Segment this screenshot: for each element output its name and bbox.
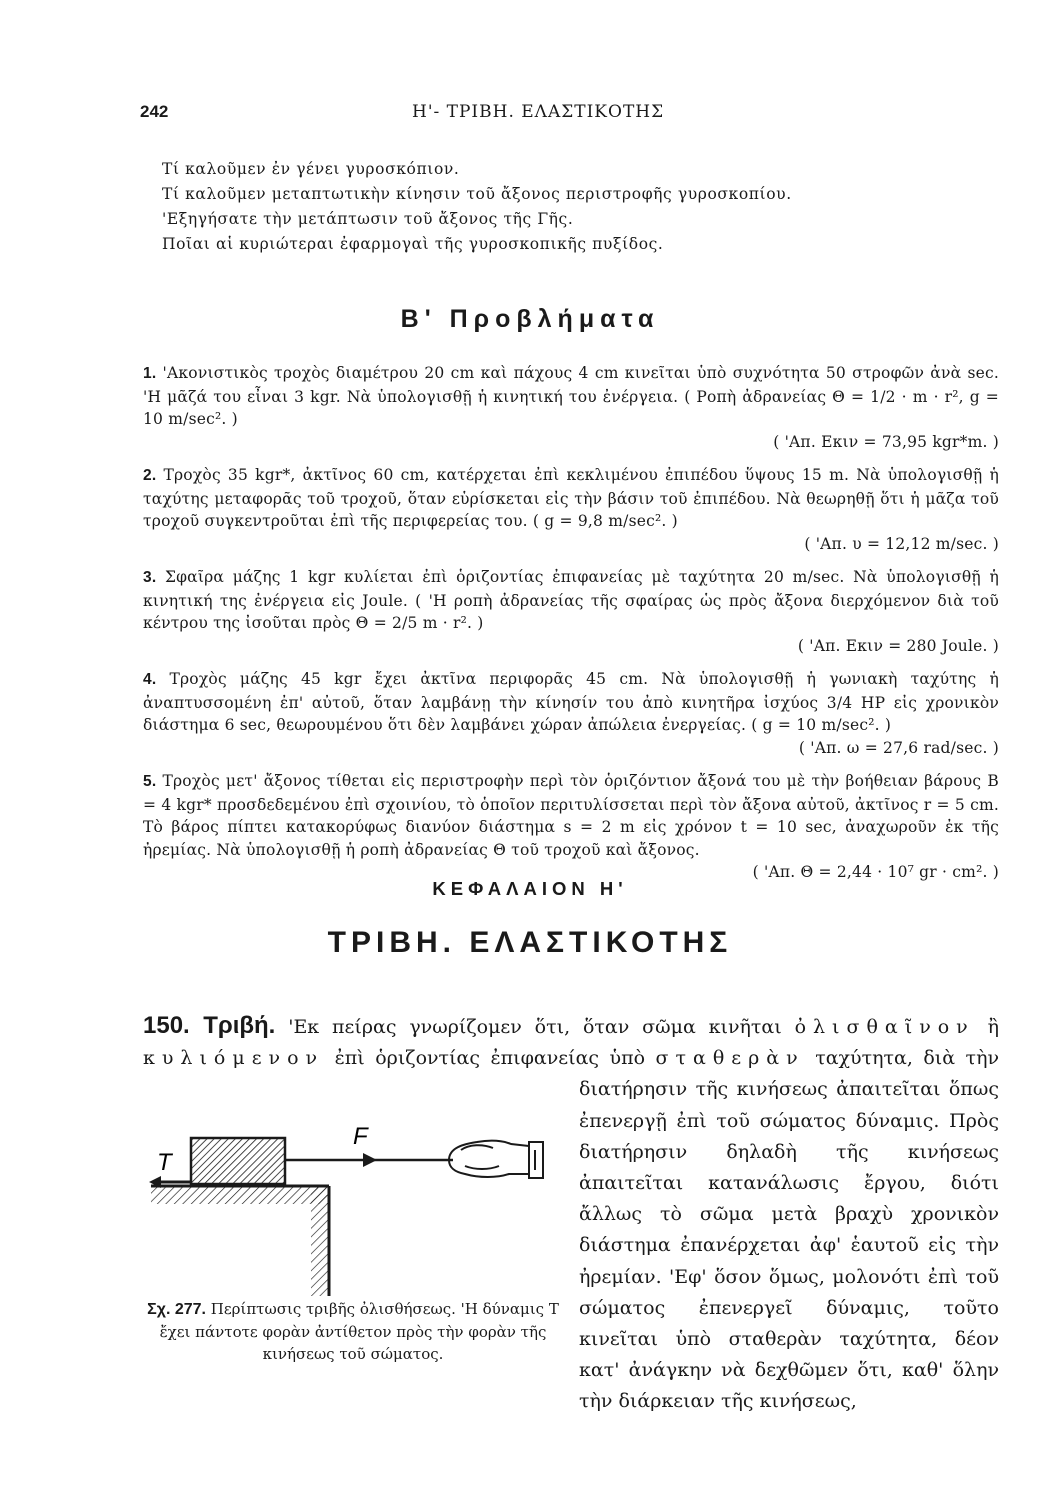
section-text: ἢ <box>987 1016 999 1038</box>
question-line: 'Εξηγήσατε τὴν μετάπτωσιν τοῦ ἄξονος τῆς Γῆς. <box>162 210 574 228</box>
friction-diagram <box>143 1082 563 1302</box>
problem-answer: ( 'Απ. υ = 12,12 m/sec. ) <box>804 534 999 553</box>
problem-text: Σφαῖρα μάζης 1 kgr κυλίεται ἐπὶ ὁριζοντίας ἐπιφανείας μὲ ταχύτητα 20 m/sec. Νὰ ὑπολογισθῇ ἡ κινητική της ἐνέργεια εἰς Joule. ( 'Η ροπὴ ἀδρανείας τῆς σφαίρας ὡς πρὸς ἄξονα διερχόμενον διὰ τοῦ κέντρου της ἰσοῦται πρὸς Θ = 2/5 m · r². ) <box>143 568 999 632</box>
problem-number: 5. <box>143 773 157 790</box>
problem-item <box>143 566 999 657</box>
problem-number: 1. <box>143 365 157 382</box>
caption-number: Σχ. 277. <box>147 1301 206 1319</box>
emphasis-text: ὀλισθαῖνον <box>794 1016 975 1038</box>
page-number: 242 <box>140 102 169 121</box>
problem-text: Τροχὸς μάζης 45 kgr ἔχει ἀκτῖνα περιφορᾶς 45 cm. Νὰ ὑπολογισθῇ ἡ γωνιακὴ ταχύτης ἡ ἀναπτυσσομένη ἐπ' αὐτοῦ, ὅταν λαμβάνῃ τὴν κίνησίν του ἀπὸ κινητῆρα ἰσχύος 3/4 HP εἰς χρονικὸν διάστημα 6 sec, θεωρουμένου ὅτι δὲν λαμβάνει χώραν ἀπώλεια ἐνεργείας. ( g = 10 m/sec². ) <box>143 670 999 734</box>
problem-text: Τροχὸς μετ' ἄξονος τίθεται εἰς περιστροφὴν περὶ τὸν ὁριζόντιον ἄξονά του μὲ τὴν βοήθειαν βάρους Β = 4 kgr* προσδεδεμένου ἐπὶ σχοινίου, τὸ ὁποῖον περιτυλίσσεται περὶ τὸν ἄξονα αὐτοῦ, ἀκτῖνος r = 5 cm. Τὸ βάρος πίπτει κατακορύφως διανύον διάστημα s = 2 m εἰς χρόνον t = 10 sec, ἀναχωροῦν ἐκ τῆς ἠρεμίας. Νὰ ὑπολογισθῇ ἡ ροπὴ ἀδρανείας Θ τοῦ τροχοῦ καὶ ἄξονος. <box>143 772 999 859</box>
problem-item <box>143 770 999 884</box>
emphasis-text: κυλιόμενον <box>143 1047 325 1070</box>
problem-text: 'Ακονιστικὸς τροχὸς διαμέτρου 20 cm καὶ πάχους 4 cm κινεῖται ὑπὸ συχνότητα 50 στροφῶν ἀνὰ sec. 'Η μᾶζά του εἶναι 3 kgr. Νὰ ὑπολογισθῇ ἡ κινητική του ἐνέργεια. ( Ροπὴ ἀδρανείας Θ = 1/2 · m · r², g = 10 m/sec². ) <box>143 364 999 428</box>
figure-caption <box>143 1298 563 1365</box>
question-line: Τί καλοῦμεν ἐν γένει γυροσκόπιον. <box>162 160 460 178</box>
problems-heading: Β' Προβλήματα <box>400 305 660 333</box>
problem-answer: ( 'Απ. ω = 27,6 rad/sec. ) <box>798 738 999 757</box>
problem-answer: ( 'Απ. Θ = 2,44 · 10⁷ gr · cm². ) <box>752 863 999 881</box>
figure-277 <box>143 1076 563 1406</box>
problem-answer: ( 'Απ. Εκιν = 73,95 kgr*m. ) <box>773 432 999 451</box>
section-paragraph <box>143 1010 999 1418</box>
chapter-title: ΤΡΙΒΗ. ΕΛΑΣΤΙΚΟΤΗΣ <box>327 926 733 959</box>
problem-item <box>143 362 999 453</box>
running-title: Η'- ΤΡΙΒΗ. ΕΛΑΣΤΙΚΟΤΗΣ <box>412 102 665 122</box>
section-text: 'Εκ πείρας γνωρίζομεν ὅτι, ὅταν σῶμα κινῆται <box>288 1016 782 1038</box>
problem-item <box>143 668 999 759</box>
review-questions <box>162 157 882 257</box>
section-150 <box>143 1010 999 1418</box>
emphasis-text: σταθερὰν <box>655 1047 805 1070</box>
problem-number: 4. <box>143 671 157 688</box>
problems-list <box>143 362 999 895</box>
chapter-label: ΚΕΦΑΛΑΙΟΝ Η' <box>432 878 628 899</box>
floor-hatching <box>151 1186 329 1204</box>
problem-item <box>143 464 999 555</box>
section-text: ἐπὶ ὁριζοντίας ἐπιφανείας ὑπὸ <box>334 1047 646 1070</box>
hand-icon <box>449 1141 543 1178</box>
question-line: Τί καλοῦμεν μεταπτωτικὴν κίνησιν τοῦ ἄξονος περιστροφῆς γυροσκοπίου. <box>162 185 792 203</box>
problem-answer: ( 'Απ. Εκιν = 280 Joule. ) <box>797 636 999 655</box>
label-T: T <box>157 1149 172 1177</box>
page-header <box>140 102 1000 132</box>
ledge-hatching <box>311 1186 329 1296</box>
question-line: Ποῖαι αἱ κυριώτεραι ἐφαρμογαὶ τῆς γυροσκοπικῆς πυξίδος. <box>162 235 664 253</box>
sliding-block <box>191 1138 285 1184</box>
caption-text: Περίπτωσις τριβῆς ὀλισθήσεως. 'Η δύναμις Τ ἔχει πάντοτε φορὰν ἀντίθετον πρὸς τὴν φορὰν τῆς κινήσεως τοῦ σώματος. <box>159 1300 559 1364</box>
problem-number: 3. <box>143 569 157 586</box>
force-arrowhead <box>363 1153 377 1167</box>
problem-text: Τροχὸς 35 kgr*, ἀκτῖνος 60 cm, κατέρχεται ἐπὶ κεκλιμένου ἐπιπέδου ὕψους 15 m. Νὰ ὑπολογισθῇ ἡ ταχύτης μεταφορᾶς τοῦ τροχοῦ, ὅταν εὑρίσκεται εἰς τὴν βάσιν τοῦ ἐπιπέδου. Νὰ θεωρηθῇ ὅτι ἡ μᾶζα τοῦ τροχοῦ συγκεντροῦται ἐπὶ τῆς περιφερείας του. ( g = 9,8 m/sec². ) <box>143 466 999 530</box>
label-F: F <box>353 1123 368 1151</box>
section-number: 150. Τριβή. <box>143 1012 276 1039</box>
problem-number: 2. <box>143 467 157 484</box>
section-text: ταχύτητα, διὰ τὴν διατήρησιν τῆς κινήσεως ἀπαιτεῖται ὅπως ἐπενεργῇ ἐπὶ τοῦ σώματος δύναμις. Πρὸς διατήρησιν δηλαδὴ τῆς κινήσεως ἀπαιτεῖται κατανάλωσις ἔργου, διότι ἄλλως τὸ σῶμα μετὰ βραχὺ χρονικὸν διάστημα ἐπανέρχεται ἀφ' ἑαυτοῦ εἰς τὴν ἠρεμίαν. 'Εφ' ὅσον ὅμως, μολονότι ἐπὶ τοῦ σώματος ἐπενεργεῖ δύναμις, τοῦτο κινεῖται ὑπὸ σταθερὰν ταχύτητα, δέον κατ' ἀνάγκην νὰ δεχθῶμεν ὅτι, καθ' ὅλην τὴν διάρκειαν τῆς κινήσεως, <box>579 1047 1000 1413</box>
